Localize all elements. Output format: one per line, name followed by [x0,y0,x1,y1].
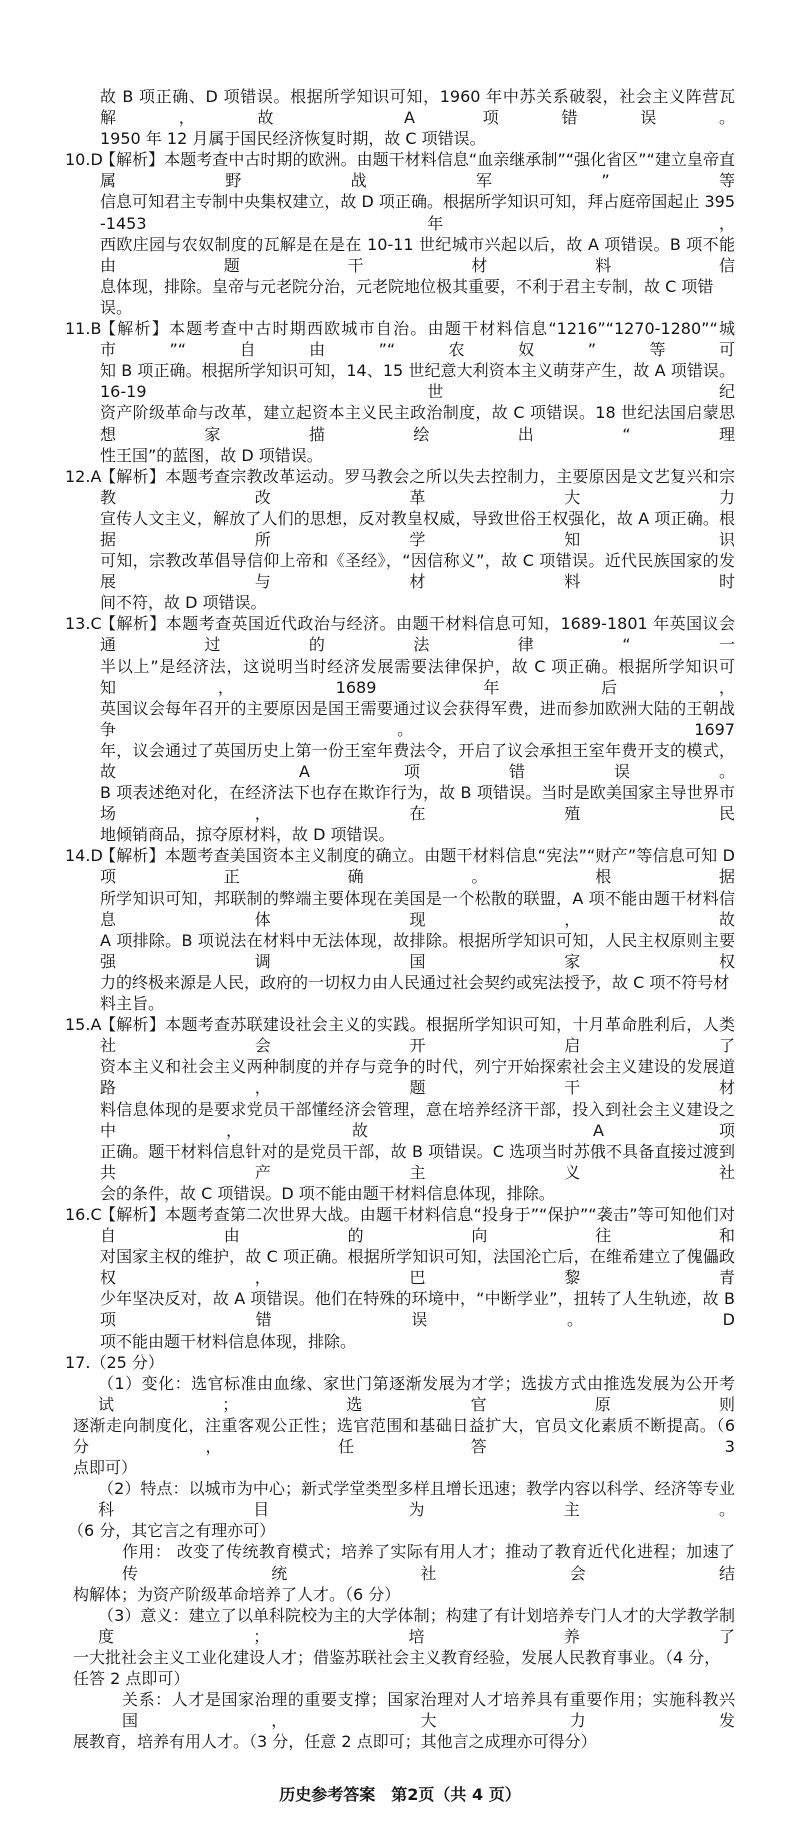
line-text: 【解析】本题考查中古时期的欧洲。由题干材料信息“血亲继承制”“强化省区”“建立皇帝直属野战军”等 [100,150,735,191]
line-text: 间不符，故 D 项错误。 [100,593,267,613]
answer-item-line [0,972,800,1014]
line-text: 知 B 项正确。根据所学知识可知，14、15 世纪意大利资本主义萌芽产生，故 A 项错误。16-19 世纪 [100,361,735,402]
answer-item-line [0,191,800,233]
line-text: 英国议会每年召开的主要原因是国王需要通过议会获得军费，进而参加欧洲大陆的王朝战争。1697 [100,698,735,739]
answer-item-line [0,782,800,824]
answer-item-line [0,656,800,698]
answer-item-line [0,276,800,318]
intro-line [0,86,800,128]
line-text: 展教育，培养有用人才。（3 分，任意 2 点即可；其他言之成理亦可得分） [73,1732,597,1752]
question-17-heading [0,1352,800,1373]
line-text: 半以上”是经济法，这说明当时经济发展需要法律保护，故 C 项正确。根据所学知识可知，1689 年后， [100,656,735,697]
answer-item-line [0,149,800,191]
line-text: 点即可） [73,1458,138,1478]
line-text: 少年坚决反对，故 A 项错误。他们在特殊的环境中，“中断学业”，扭转了人生轨迹，故 B 项错误。D [100,1289,735,1330]
line-text: （3）意义：建立了以单科院校为主的大学体制；构建了有计划培养专门人才的大学教学制度；培养了 [98,1605,735,1646]
line-text: 年，议会通过了英国历史上第一份王室年费法令，开启了议会承担王室年费开支的模式，故 A 项错误。 [100,740,735,781]
answer-item-line [0,1246,800,1288]
question-17-line [0,1457,800,1478]
intro-line [0,128,800,149]
line-text: 17.（25 分） [65,1352,164,1372]
line-text: 构解体；为资产阶级革命培养了人才。（6 分） [73,1584,401,1604]
answer-item-line [0,1056,800,1098]
question-17-line [0,1478,800,1520]
line-text: 故 B 项正确、D 项错误。根据所学知识可知，1960 年中苏关系破裂，社会主义阵营瓦解，故 A 项错误。 [100,87,735,128]
line-text: 关系：人才是国家治理的重要支撑；国家治理对人才培养具有重要作用；实施科教兴国，大力发 [122,1690,735,1731]
line-text: 料信息体现的是要求党员干部懂经济会管理，意在培养经济干部，投入到社会主义建设之中，故 A 项 [100,1099,735,1140]
line-text: 【解析】本题考查第二次世界大战。由题干材料信息“投身于”“保护”“袭击”等可知他们对自由的向往和 [100,1204,735,1246]
answer-item-line [0,1288,800,1330]
line-text: （1）变化：选官标准由血缘、家世门第逐渐发展为才学；选拔方式由推选发展为公开考试；选官原则 [98,1373,735,1414]
line-text: 资本主义和社会主义两种制度的并存与竞争的时代，列宁开始探索社会主义建设的发展道路，题干材 [100,1057,735,1098]
line-text: 【解析】本题考查中古时期西欧城市自治。由题干材料信息“1216”“1270-1280”“城市”“自由”“农奴”等可 [100,319,735,360]
line-text: 可知，宗教改革倡导信仰上帝和《圣经》，“因信称义”，故 C 项错误。近代民族国家的发展与材料时 [100,551,735,592]
answer-item-line [0,740,800,782]
answer-item-line [0,1331,800,1352]
answer-item-line [0,888,800,930]
line-text: 【解析】本题考查美国资本主义制度的确立。由题干材料信息“宪法”“财产”等信息可知 D 项正确。根据 [100,846,735,887]
item-number: 11.B [65,319,102,339]
question-17-line [0,1605,800,1647]
line-text: 项不能由题干材料信息体现，排除。 [100,1331,357,1351]
question-17-line [0,1647,800,1689]
question-17-line [0,1373,800,1415]
line-text: 信息可知君主专制中央集权建立，故 D 项正确。根据所学知识可知，拜占庭帝国起止 395-1453 年， [100,192,735,233]
answer-item-line [0,1014,800,1056]
line-text: 资产阶级革命与改革，建立起资本主义民主政治制度，故 C 项错误。18 世纪法国启蒙思想家描绘出“理 [100,403,735,444]
answer-item-line [0,360,800,402]
answer-item-line [0,1141,800,1183]
answer-item-line [0,592,800,613]
line-text: 【解析】本题考查宗教改革运动。罗马教会之所以失去控制力，主要原因是文艺复兴和宗教改革大力 [100,466,735,507]
line-text: 【解析】本题考查苏联建设社会主义的实践。根据所学知识可知，十月革命胜利后，人类社会开启了 [100,1015,735,1056]
item-number: 13.C [65,614,102,634]
answer-item-line [0,613,800,655]
answer-item-line [0,445,800,466]
item-number: 15.A [65,1015,102,1035]
answer-item-line [0,508,800,550]
line-text: 息体现，排除。皇帝与元老院分治，元老院地位极其重要，不利于君主专制，故 C 项错误。 [100,276,714,317]
question-17-line [0,1541,800,1583]
answer-item-line [0,845,800,887]
answer-item-line [0,466,800,508]
answer-item-line [0,698,800,740]
line-text: A 项排除。B 项说法在材料中无法体现，故排除。根据所学知识可知，人民主权原则主要强调国家权 [100,930,735,971]
line-text: （2）特点：以城市为中心；新式学堂类型多样且增长迅速；教学内容以科学、经济等专业科目为主。 [98,1479,735,1520]
question-17-line [0,1731,800,1752]
question-17-line [0,1520,800,1541]
line-text: 1950 年 12 月属于国民经济恢复时期，故 C 项错误。 [100,129,486,149]
line-text: 正确。题干材料信息针对的是党员干部，故 B 项错误。C 选项当时苏俄不具备直接过渡到共产主义社 [100,1141,735,1182]
item-number: 12.A [65,466,102,486]
answer-item-line [0,234,800,276]
item-number: 10.D [65,150,103,170]
question-17-line [0,1415,800,1457]
line-text: 一大批社会主义工业化建设人才；借鉴苏联社会主义教育经验，发展人民教育事业。（4 分，任答 2 点即可） [73,1647,721,1689]
line-text: 会的条件，故 C 项错误。D 项不能由题干材料信息体现，排除。 [100,1183,555,1203]
answer-item-line [0,1183,800,1204]
page-footer: 历史参考答案 第2页（共 4 页） [279,1785,521,1805]
item-number: 14.D [65,846,103,866]
line-text: 逐渐走向制度化，注重客观公正性；选官范围和基础日益扩大，官员文化素质不断提高。（6 分，任答 3 [73,1415,735,1456]
answer-item-line [0,318,800,360]
question-17-line [0,1584,800,1605]
answer-item-line [0,402,800,444]
item-number: 16.C [65,1204,102,1224]
question-17-line [0,1689,800,1731]
line-text: B 项表述绝对化，在经济法下也存在欺诈行为，故 B 项错误。当时是欧美国家主导世界市场，在殖民 [100,783,735,824]
answer-item-line [0,1204,800,1246]
line-text: 力的终极来源是人民，政府的一切权力由人民通过社会契约或宪法授予，故 C 项不符号材料主旨。 [100,972,730,1014]
line-text: 性王国”的蓝图，故 D 项错误。 [100,445,323,465]
answer-item-line [0,930,800,972]
answer-item-line [0,824,800,845]
line-text: 【解析】本题考查英国近代政治与经济。由题干材料信息可知，1689-1801 年英国议会通过的法律“一 [100,614,735,655]
line-text: 所学知识可知，邦联制的弊端主要体现在美国是一个松散的联盟，A 项不能由题干材料信息体现，故 [100,888,735,929]
line-text: 作用： 改变了传统教育模式；培养了实际有用人才；推动了教育近代化进程；加速了传统社会结 [122,1542,735,1583]
answer-item-line [0,1099,800,1141]
answer-item-line [0,550,800,592]
line-text: （6 分，其它言之有理亦可） [68,1521,276,1541]
line-text: 宣传人文主义，解放了人们的思想，反对教皇权威，导致世俗王权强化，故 A 项正确。根据所学知识 [100,508,735,549]
line-text: 对国家主权的维护，故 C 项正确。根据所学知识可知，法国沦亡后，在维希建立了傀儡政权，巴黎青 [100,1247,735,1288]
line-text: 西欧庄园与农奴制度的瓦解是在是在 10-11 世纪城市兴起以后，故 A 项错误。B 项不能由题干材料信 [100,234,735,275]
line-text: 地倾销商品，掠夺原材料，故 D 项错误。 [100,825,395,845]
